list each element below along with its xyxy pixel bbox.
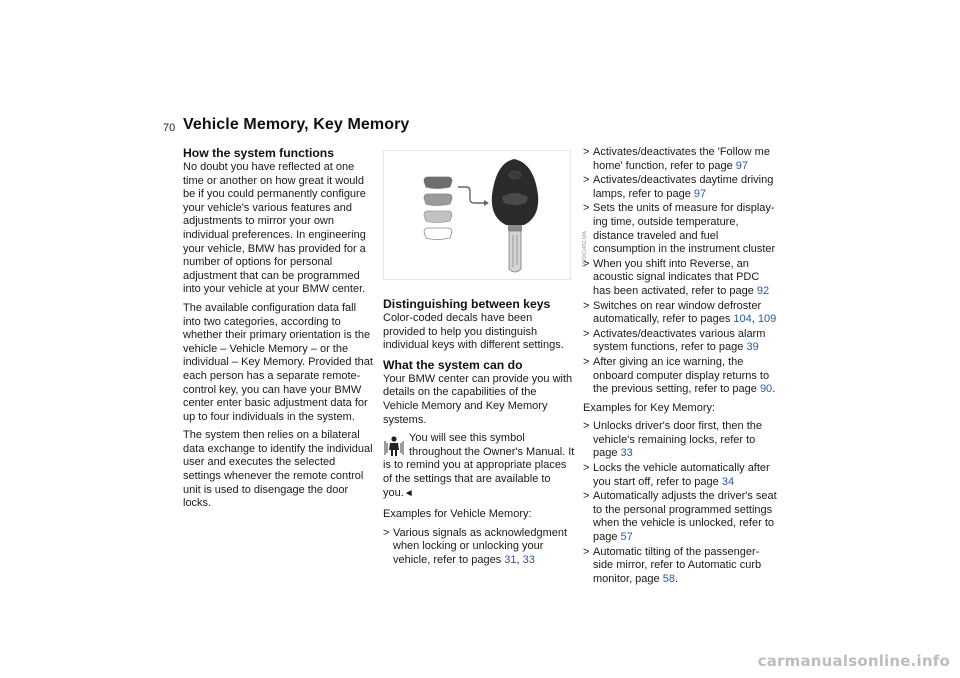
list-item-text: After giving an ice warning, the onboard computer display returns to the previous setting, refer to page: [593, 355, 770, 396]
column-middle: [383, 150, 588, 573]
list-item: [583, 420, 779, 461]
page-number: 70: [163, 122, 176, 134]
list-item-text: Activates/deactivates the 'Follow me home' function, refer to page: [593, 146, 770, 172]
note-text: You will see this symbol throughout the Owner's Manual. It is to remind you at appropriate places of the settings that are available to you.: [383, 432, 575, 499]
heading-distinguishing-keys: Distinguishing between keys: [383, 297, 551, 311]
examples-vehicle-memory-label: Examples for Vehicle Memory:: [383, 508, 532, 521]
page-ref-link[interactable]: 33: [620, 447, 633, 460]
page-ref-link[interactable]: 57: [620, 531, 633, 544]
list-item: [583, 546, 779, 587]
page-ref-link[interactable]: 104: [733, 313, 752, 326]
list-item-text: Activates/deactivates various alarm system functions, refer to page: [593, 327, 766, 354]
list-item: [583, 258, 779, 299]
heading-how-system-functions: How the system functions: [183, 146, 335, 160]
list-item: [583, 300, 779, 327]
list-item: [583, 490, 779, 544]
memory-note: [383, 432, 575, 500]
page-title: Vehicle Memory, Key Memory: [183, 116, 410, 133]
page-ref-link[interactable]: 97: [693, 187, 707, 200]
vehicle-memory-list: [383, 527, 575, 568]
list-item-text: Unlocks driver's door first, then the vehicle's remaining locks, refer to page: [593, 420, 763, 460]
figure-code: MV00146CMA: [582, 231, 588, 267]
page-ref-link[interactable]: 90: [759, 383, 773, 396]
list-item-text: When you shift into Reverse, an acoustic signal indicates that PDC has been activated, refer to page: [593, 257, 760, 297]
paragraph-intro: No doubt you have reflected at one time or another on how great it would be if you could permanently configure your vehicle's various features and adjustments to mirror your own individual preferences. In engineering your vehicle, BMW has provided for a number of options for personal adjustment that can be programmed into your vehicle at your BMW center.: [183, 161, 366, 296]
watermark: carmanualsonline.info: [757, 652, 950, 670]
paragraph-decals: Color-coded decals have been provided to help you distinguish individual keys with different settings.: [383, 312, 564, 352]
paragraph-data-exchange: The system then relies on a bilateral data exchange to identify the individual user and executes the selected settings whenever the remote control unit is used to disengage the door locks.: [183, 429, 373, 510]
key-illustration: [384, 151, 570, 279]
decal-light: [424, 211, 452, 223]
vehicle-memory-list-continued: [583, 146, 779, 397]
list-item: [583, 462, 779, 489]
list-item-text: Sets the units of measure for display-ing time, outside temperature, distance traveled and fuel consumption in the instrument cluster: [593, 202, 776, 256]
decal-medium: [424, 194, 452, 206]
person-symbol-icon: [383, 435, 405, 457]
key-head: [492, 159, 538, 225]
paragraph-capabilities: Your BMW center can provide you with details on the capabilities of the Vehicle Memory and Key Memory systems.: [383, 372, 573, 426]
pointer-arrow: [458, 187, 484, 203]
page-ref-link[interactable]: 97: [735, 159, 748, 172]
punctuation: .: [674, 572, 679, 585]
examples-key-memory-label: Examples for Key Memory:: [583, 401, 716, 414]
decal-white: [424, 228, 452, 240]
list-item: [583, 356, 779, 397]
list-item: [583, 328, 779, 355]
list-item-text: Switches on rear window defroster automatically, refer to pages: [593, 299, 762, 326]
separator: ,: [751, 313, 758, 326]
list-item: [383, 527, 575, 568]
paragraph-categories: The available configuration data fall into two categories, according to whether their primary orientation is the vehicle – Vehicle Memory – or the individual – Key Memory. Provided that each person has a separate remote-control key, you can have your BMW center enter basic adjustment data for up to four individuals in the system.: [183, 301, 373, 423]
list-item-text: Locks the vehicle automatically after you start off, refer to page: [593, 462, 770, 488]
list-item-text: Various signals as acknowledgment when locking or unlocking your vehicle, refer to pages: [393, 526, 568, 566]
list-item: [583, 174, 779, 201]
key-decals-figure: [383, 150, 588, 280]
list-item: [583, 202, 779, 256]
separator: ,: [516, 553, 523, 566]
column-right: [583, 146, 779, 591]
heading-what-system-can-do: What the system can do: [383, 357, 523, 372]
page-ref-link[interactable]: 109: [757, 313, 777, 326]
list-item-text: Activates/deactivates daytime driving lamps, refer to page: [593, 174, 774, 200]
key-blade: [509, 231, 521, 272]
page-ref-link[interactable]: 34: [721, 475, 735, 488]
list-item-text: Automatically adjusts the driver's seat to the personal programmed settings when the vehicle is unlocked, refer to page: [593, 490, 777, 544]
list-item: [583, 146, 779, 173]
page-ref-link[interactable]: 39: [746, 341, 759, 354]
decal-dark: [424, 177, 452, 189]
end-mark: ◄: [403, 487, 414, 499]
column-left: [183, 146, 375, 516]
page-ref-link[interactable]: 58: [662, 572, 675, 585]
list-item-text: Automatic tilting of the passenger-side mirror, refer to Automatic curb monitor, page: [593, 545, 762, 585]
page-ref-link[interactable]: 92: [756, 284, 770, 297]
page-ref-link[interactable]: 31: [504, 553, 517, 566]
key-memory-list: [583, 420, 779, 586]
punctuation: .: [772, 383, 776, 396]
page-ref-link[interactable]: 33: [522, 553, 535, 566]
